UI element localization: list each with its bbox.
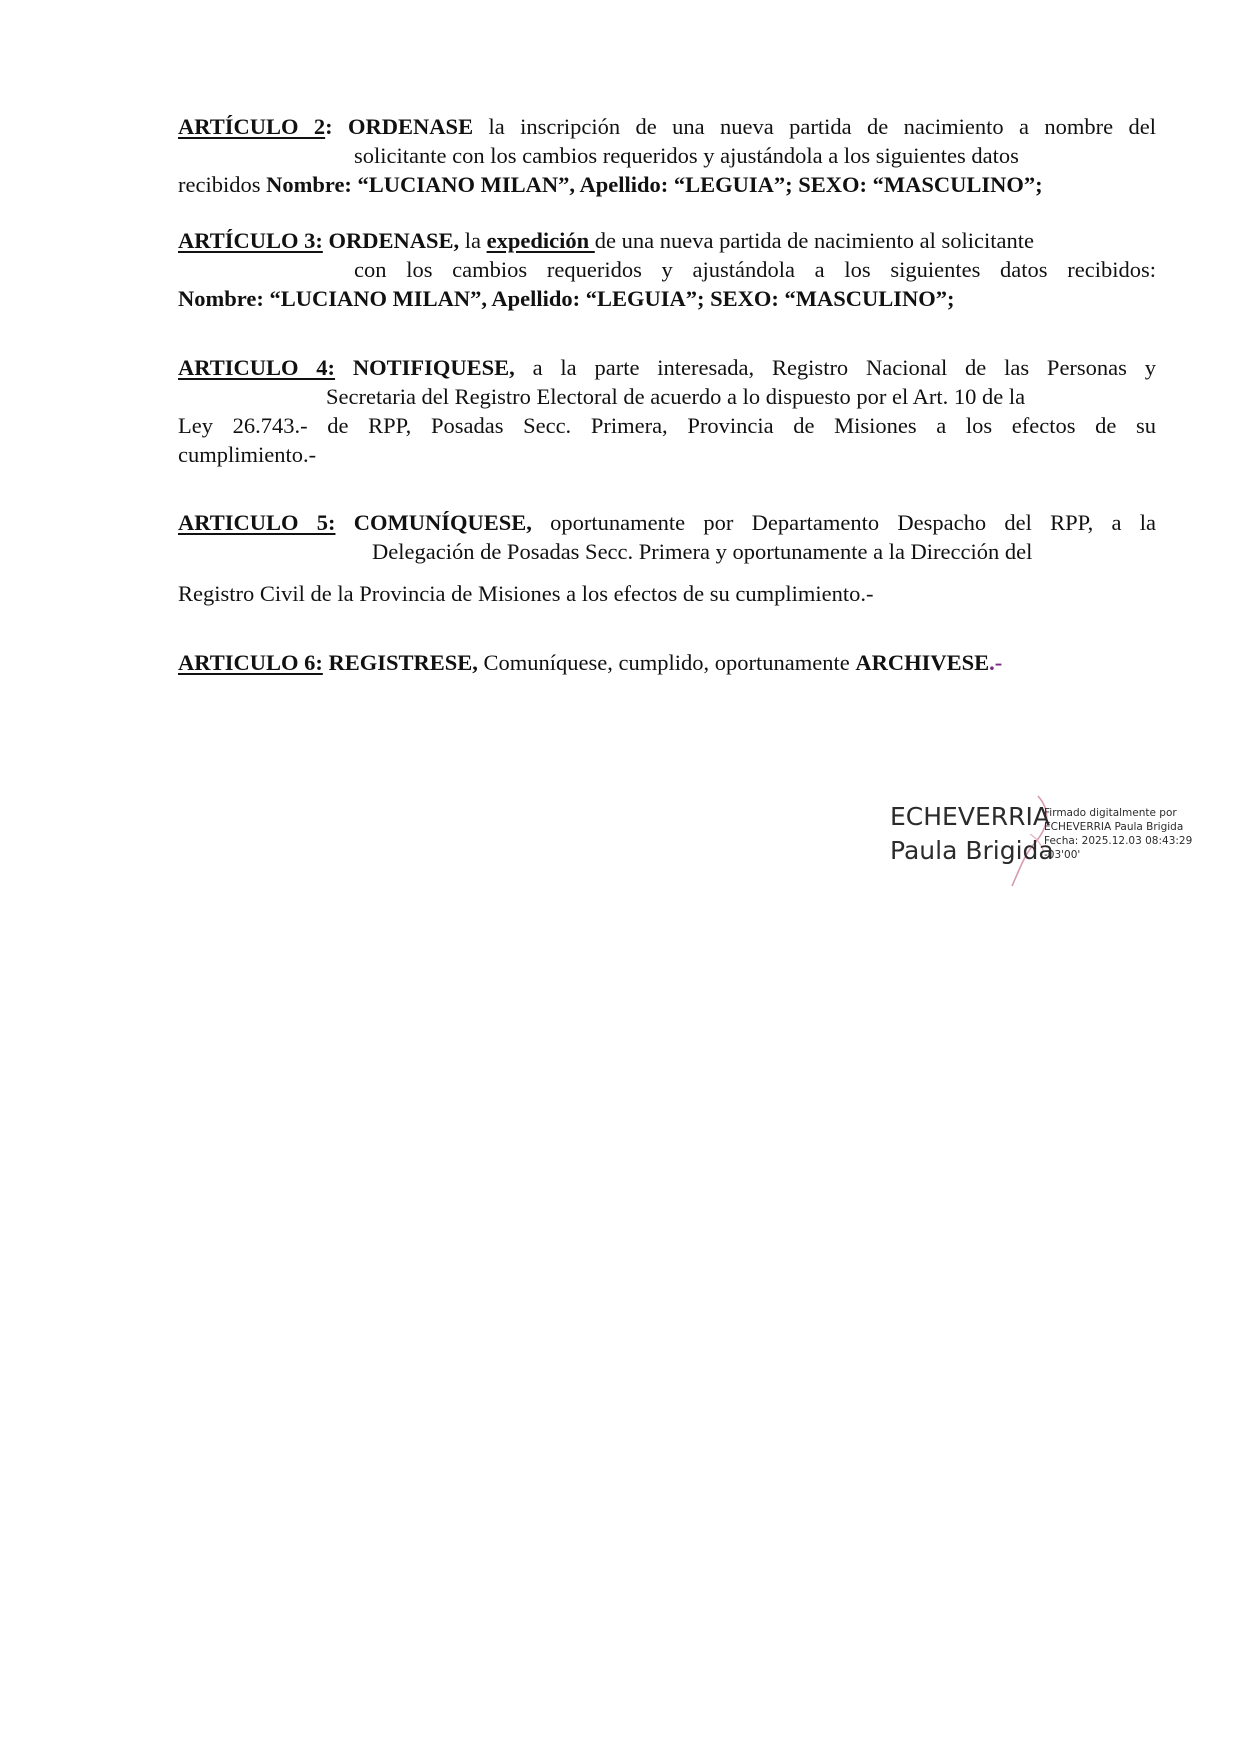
article-2 [178,112,1156,199]
article-3 [178,226,1156,313]
article-3-label: ARTÍCULO 3: [178,228,323,253]
article-5-verb: COMUNÍQUESE, [335,510,532,535]
article-4-line-1 [178,353,1156,382]
article-6 [178,648,1156,677]
article-2-line-3 [178,170,1156,199]
article-2-text-3: recibidos [178,172,267,197]
signer-given-names: Paula Brigida [890,836,1054,865]
article-3-line-1 [178,226,1156,255]
signature-details-line-1: Firmado digitalmente por [1044,807,1177,819]
article-3-expedicion: expedición [486,228,595,253]
article-4-verb: NOTIFIQUESE, [335,355,515,380]
article-4-line-4: cumplimiento.- [178,442,317,467]
article-3-text-1: de una nueva partida de nacimiento al solicitante [594,228,1034,253]
article-5 [178,508,1156,608]
signature-details [1044,806,1192,862]
article-4-line-2: Secretaria del Registro Electoral de acuerdo a lo dispuesto por el Art. 10 de la [326,384,1026,409]
article-5-line-3: Registro Civil de la Provincia de Misiones a los efectos de su cumplimiento.- [178,581,874,606]
article-2-text-1: la inscripción de una nueva partida de nacimiento a nombre del [473,114,1157,139]
article-6-archivese: ARCHIVESE [855,650,990,675]
article-2-line-1 [178,112,1156,141]
article-6-end-mark: .- [989,650,1003,675]
article-4-text-1: a la parte interesada, Registro Nacional de las Personas y [514,355,1156,380]
article-2-data: Nombre: “LUCIANO MILAN”, Apellido: “LEGUIA”; SEXO: “MASCULINO”; [266,172,1043,197]
article-3-verb: ORDENASE, [322,228,460,253]
signer-surname: ECHEVERRIA [890,802,1050,831]
article-4-label: ARTICULO 4: [178,355,336,380]
article-3-la: la [459,228,487,253]
article-3-data: Nombre: “LUCIANO MILAN”, Apellido: “LEGUIA”; SEXO: “MASCULINO”; [178,286,955,311]
article-6-verb: REGISTRESE, [322,650,478,675]
article-6-text: Comuníquese, cumplido, oportunamente [477,650,856,675]
digital-signature [890,800,1210,900]
signature-timezone: -03'00' [1044,849,1081,861]
article-5-line-1 [178,508,1156,537]
article-4 [178,353,1156,469]
signature-details-line-2: ECHEVERRIA Paula Brigida [1044,821,1184,833]
article-5-label: ARTICULO 5: [178,510,336,535]
article-6-line-1 [178,648,1156,677]
article-3-line-2: con los cambios requeridos y ajustándola a los siguientes datos recibidos: [354,257,1156,282]
article-2-label: ARTÍCULO 2 [178,114,326,139]
signature-date: Fecha: 2025.12.03 08:43:29 [1044,835,1193,847]
article-4-line-3: Ley 26.743.- de RPP, Posadas Secc. Primera, Provincia de Misiones a los efectos de su [178,413,1156,438]
article-6-label: ARTICULO 6: [178,650,323,675]
article-2-line-2: solicitante con los cambios requeridos y ajustándola a los siguientes datos [354,143,1019,168]
signer-name [890,800,1054,868]
article-5-text-1: oportunamente por Departamento Despacho del RPP, a la [531,510,1157,535]
article-2-colon: : [325,114,333,139]
article-5-line-2: Delegación de Posadas Secc. Primera y oportunamente a la Dirección del [372,539,1033,564]
article-2-verb: ORDENASE [348,114,474,139]
